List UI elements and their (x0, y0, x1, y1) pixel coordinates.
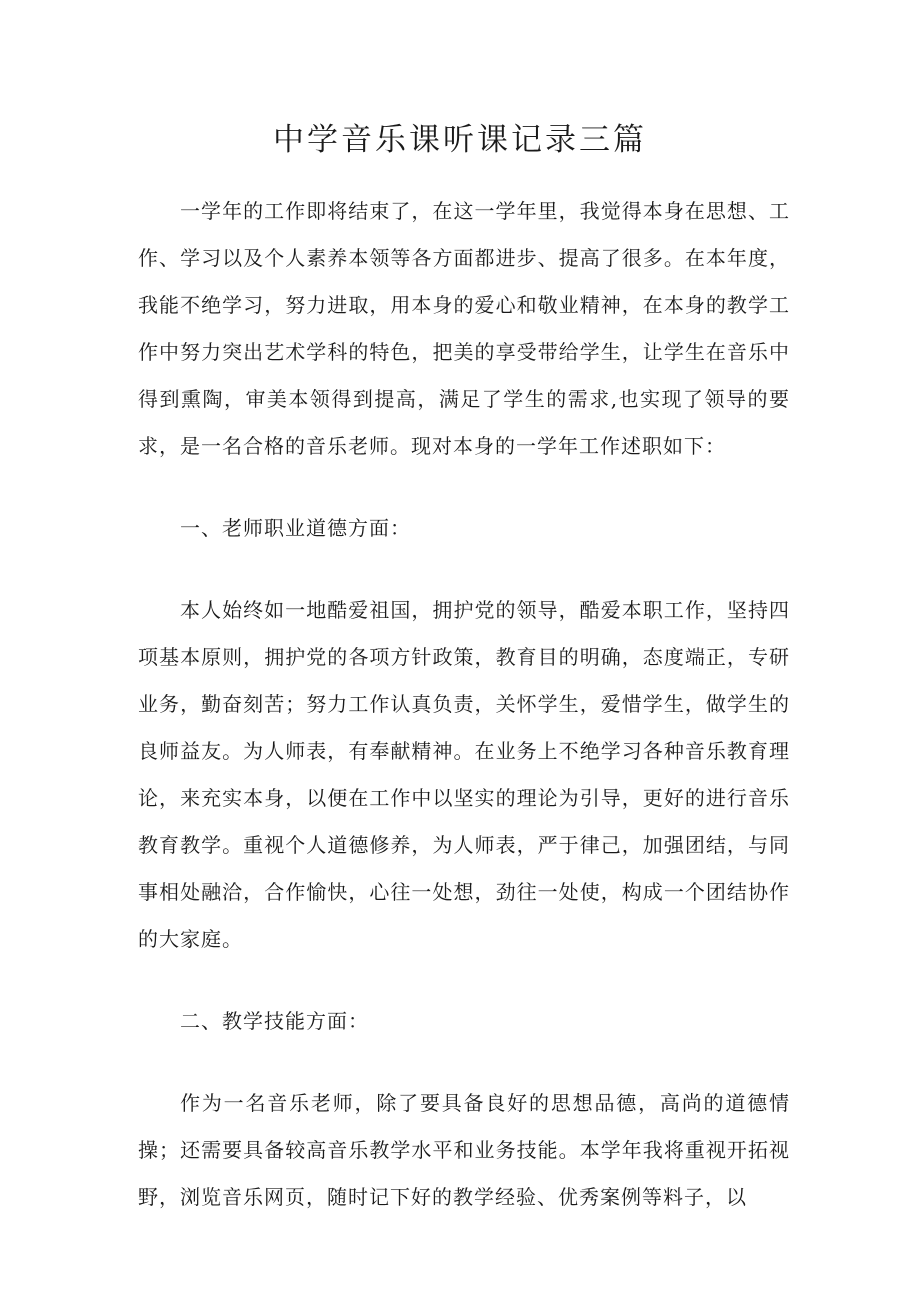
document-title: 中学音乐课听课记录三篇 (273, 122, 647, 158)
document-body (138, 188, 790, 1256)
section-heading-ethics: 一、老师职业道德方面： (180, 516, 411, 540)
ethics-paragraph: 本人始终如一地酷爱祖国，拥护党的领导，酷爱本职工作，坚持四项基本原则，拥护党的各项方针政策，教育目的明确，态度端正，专研业务，勤奋刻苦；努力工作认真负责，关怀学生，爱惜学生，做学生的良师益友。为人师表，有奉献精神。在业务上不绝学习各种音乐教育理论，来充实本身，以便在工作中以坚实的理论为引导，更好的进行音乐教育教学。重视个人道德修养，为人师表，严于律己，加强团结，与同事相处融洽，合作愉快，心往一处想，劲往一处使，构成一个团结协作的大家庭。 (138, 598, 790, 951)
skills-paragraph: 作为一名音乐老师，除了要具备良好的思想品德，高尚的道德情操；还需要具备较高音乐教学水平和业务技能。本学年我将重视开拓视野，浏览音乐网页，随时记下好的教学经验、优秀案例等料子，以 (138, 1091, 790, 1209)
section-heading-skills: 二、教学技能方面： (180, 1009, 369, 1033)
intro-paragraph: 一学年的工作即将结束了，在这一学年里，我觉得本身在思想、工作、学习以及个人素养本领等各方面都进步、提高了很多。在本年度，我能不绝学习，努力进取，用本身的爱心和敬业精神，在本身的教学工作中努力突出艺术学科的特色，把美的享受带给学生，让学生在音乐中得到熏陶，审美本领得到提高，满足了学生的需求,也实现了领导的要求，是一名合格的音乐老师。现对本身的一学年工作述职如下： (138, 199, 790, 458)
